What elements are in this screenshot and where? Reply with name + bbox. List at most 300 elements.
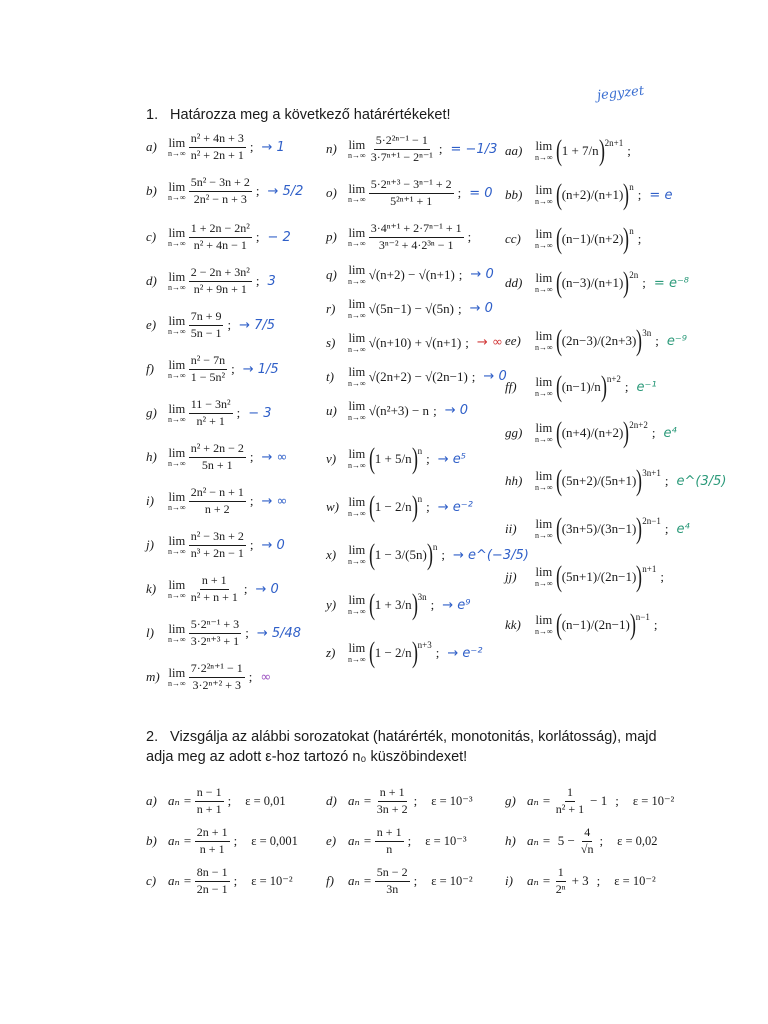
fraction-denominator: n [386,841,393,856]
limit-operator [348,544,366,566]
exercise-label: l) [146,625,154,641]
limit-operator [535,566,553,588]
exercise-label: c) [146,873,157,889]
limit-subscript: n→∞ [535,434,553,444]
limit-operator [535,228,553,250]
epsilon-value: ε = 0,02 [617,833,658,848]
power-base: (n−1)/n [561,379,601,394]
exercise-label: i) [146,493,154,509]
limit-word: lim [535,183,553,198]
limit-operator [168,315,186,337]
exercise-label: f) [326,873,334,889]
fraction-numerator: 5n² − 3n + 2 [189,176,252,192]
sequence-row [146,786,286,817]
handwritten-corner-note: jegyzet [596,83,645,104]
limit-operator [168,359,186,381]
limit-subscript: n→∞ [168,591,186,601]
handwritten-answer: e^(3/5) [676,473,727,489]
right-paren: ) [636,464,643,497]
limit-word: lim [348,593,366,608]
exercise-row [505,268,689,298]
limit-operator [348,400,366,422]
fraction-numerator: 11 − 3n² [189,398,233,414]
fraction [375,826,404,857]
separator: ; [227,317,232,333]
fraction [554,786,586,817]
power-exponent: 2n+2 [629,420,648,430]
power-exponent: 3n [417,592,427,602]
limit-subscript: n→∞ [535,196,553,206]
sequence-term: aₙ = [168,833,192,849]
exercise-row [505,514,690,544]
exercise-row [326,178,493,209]
fraction [189,354,227,385]
power-base: 1 − 2/n [374,499,412,514]
limit-operator [168,403,186,425]
limit-operator [168,667,186,689]
limit-subscript: n→∞ [535,530,553,540]
right-paren: ) [636,560,643,593]
fraction-denominator: n³ + 2n − 1 [190,545,244,560]
fraction-numerator: n + 1 [375,826,404,842]
left-paren: ( [555,512,562,545]
separator: ; [233,873,238,889]
handwritten-answer: → ∞ [261,449,288,465]
handwritten-answer: 3 [267,273,276,289]
limit-operator [168,579,186,601]
limit-word: lim [535,469,553,484]
separator: ; [596,873,601,889]
fraction-numerator: n² + 2n − 2 [189,442,246,458]
epsilon-value: ε = 10⁻² [431,874,473,889]
separator: ; [430,597,435,612]
fraction-numerator: 2 − 2n + 3n² [189,266,252,282]
separator: ; [433,402,437,418]
handwritten-answer: e⁴ [663,425,677,441]
handwritten-answer: − 2 [267,229,291,245]
left-paren: ( [368,588,375,621]
separator: ; [249,139,254,155]
sequence-row [146,826,298,857]
limit-subscript: n→∞ [348,195,366,205]
limit-subscript: n→∞ [535,240,553,250]
fraction-numerator: 2n² − n + 1 [189,486,246,502]
limit-subscript: n→∞ [168,503,186,513]
limit-word: lim [535,271,553,286]
tail-term: + 3 [571,873,589,889]
power-exponent: n+1 [642,564,657,574]
section-2-title: Vizsgálja az alábbi sorozatokat (határérték, monotonitás, korlátosság), majd adja meg az adott ε-hoz tartozó n₀ küszöbindexet! [146,729,657,765]
left-paren: ( [368,442,375,475]
epsilon-value: ε = 10⁻³ [431,794,473,809]
handwritten-answer: e⁻¹ [636,379,657,395]
fraction-numerator: n² + 4n + 3 [189,132,246,148]
sequence-term: aₙ = [168,793,192,809]
limit-subscript: n→∞ [168,547,186,557]
limit-operator [348,642,366,664]
limit-operator [348,183,366,205]
fraction [189,530,246,561]
limit-subscript: n→∞ [168,679,186,689]
exercise-row [505,326,687,356]
left-paren: ( [368,538,375,571]
limit-subscript: n→∞ [535,482,553,492]
separator: ; [637,231,642,246]
fraction-denominator: n² + 1 [196,413,225,428]
fraction-denominator: 5n − 1 [190,325,222,340]
limit-subscript: n→∞ [168,149,186,159]
fraction-numerator: 1 [556,866,566,882]
limit-operator [168,271,186,293]
exercise-row [326,638,482,668]
fraction-denominator: 3n + 2 [376,801,408,816]
separator: ; [655,333,659,348]
exercise-label: a) [146,139,157,155]
limit-word: lim [535,375,553,390]
separator: ; [615,793,619,809]
handwritten-answer: = e [649,187,673,203]
exercise-label: y) [326,597,337,612]
separator: ; [245,625,249,641]
separator: ; [624,379,629,394]
power-exponent: 2n−1 [642,516,661,526]
limit-word: lim [348,263,366,277]
limit-subscript: n→∞ [168,283,186,293]
exercise-label: c) [146,229,157,245]
exercise-row [146,132,285,163]
exercise-label: h) [505,833,516,849]
separator: ; [255,183,260,199]
exercise-label: e) [146,317,157,333]
limit-operator [535,614,553,636]
power-base: (2n−3)/(2n+3) [561,333,637,348]
fraction-numerator: 5n − 2 [375,866,410,882]
limit-subscript: n→∞ [348,310,366,320]
left-paren: ( [555,134,562,167]
fraction [189,618,241,649]
fraction-denominator: 3ⁿ⁻² + 4·2³ⁿ − 1 [378,237,454,252]
right-paren: ) [629,608,636,641]
limit-word: lim [168,357,186,372]
handwritten-answer: → e⁻² [447,645,483,661]
epsilon-value: ε = 10⁻³ [425,834,467,849]
separator: ; [407,833,412,849]
separator: ; [465,334,469,350]
fraction [189,486,246,517]
power-exponent: 3n+1 [642,468,661,478]
power-base: 1 + 7/n [561,143,599,158]
exercise-label: jj) [505,569,517,584]
power-base: (n−1)/(2n−1) [561,617,630,632]
fraction-numerator: 8n − 1 [195,866,230,882]
right-paren: ) [411,490,418,523]
limit-subscript: n→∞ [348,508,366,518]
limit-operator [168,623,186,645]
fraction-denominator: n² + n + 1 [190,589,238,604]
exercise-row [146,574,279,605]
right-paren: ) [411,588,418,621]
power-base: (5n+2)/(5n+1) [561,473,637,488]
exercise-row [326,540,529,570]
limit-operator [535,184,553,206]
radical-expression: √(5n−1) − √(5n) [368,300,454,316]
fraction-denominator: 3n [386,881,399,896]
fraction-denominator: √n [580,841,594,856]
limit-word: lim [535,517,553,532]
exercise-row [326,366,507,388]
separator: ; [426,451,430,466]
exercise-row [326,590,471,620]
limit-word: lim [535,613,553,628]
limit-operator [168,447,186,469]
limit-word: lim [348,331,366,345]
right-paren: ) [636,512,643,545]
power-exponent: n [417,494,423,504]
limit-operator [348,139,366,161]
limit-subscript: n→∞ [535,626,553,636]
fraction-denominator: n + 2 [204,501,230,516]
limit-operator [168,227,186,249]
fraction [369,134,435,165]
exercise-row [505,136,639,166]
limit-word: lim [168,225,186,240]
exercise-row [146,354,279,385]
epsilon-value: ε = 0,001 [251,833,298,848]
right-paren: ) [411,636,418,669]
handwritten-answer: → 5/48 [256,625,302,641]
limit-subscript: n→∞ [535,578,553,588]
fraction [189,222,252,253]
handwritten-answer: e⁻⁹ [666,333,687,349]
fraction-denominator: 2n² − n + 3 [193,191,247,206]
exercise-row [505,466,726,496]
left-paren: ( [368,490,375,523]
exercise-label: b) [146,833,157,849]
separator: ; [426,499,430,514]
power-base: (5n+1)/(2n−1) [561,569,637,584]
exercise-row [146,442,287,473]
limit-operator [168,137,186,159]
limit-word: lim [348,365,366,379]
exercise-label: t) [326,368,334,384]
fraction [189,662,245,693]
separator: ; [236,405,241,421]
exercise-row [146,530,285,561]
limit-operator [535,140,553,162]
fraction-denominator: 2n − 1 [196,881,228,896]
separator: ; [227,793,232,809]
exercise-row [146,486,287,517]
left-paren: ( [555,370,562,403]
exercise-row [326,298,493,320]
exercise-label: b) [146,183,157,199]
exercise-row [146,662,271,693]
handwritten-answer: → 0 [444,403,468,419]
limit-word: lim [168,179,186,194]
limit-word: lim [535,227,553,242]
exercise-label: i) [505,873,513,889]
power-exponent: n+2 [606,374,621,384]
fraction-denominator: 5²ⁿ⁺¹ + 1 [390,193,433,208]
left-paren: ( [555,178,562,211]
exercise-label: d) [326,793,337,809]
exercise-row [146,398,272,429]
fraction [189,266,252,297]
limit-operator [535,422,553,444]
section-1-title: Határozza meg a következő határértékeket! [170,107,451,123]
power-exponent: 2n+1 [604,138,624,148]
limit-operator [348,366,366,388]
sequence-row [326,866,473,897]
separator: ; [664,521,669,536]
exercise-label: h) [146,449,157,465]
limit-subscript: n→∞ [348,344,366,354]
right-paren: ) [636,324,643,357]
exercise-row [505,562,672,592]
handwritten-answer: → 5/2 [267,183,304,199]
limit-operator [348,298,366,320]
fraction-denominator: 2ⁿ [555,881,566,896]
exercise-label: a) [146,793,157,809]
separator: ; [653,617,658,632]
handwritten-answer: → 1/5 [242,361,279,377]
limit-subscript: n→∞ [348,412,366,422]
fraction-denominator: 3·2ⁿ⁺³ + 1 [190,633,240,648]
limit-operator [348,332,366,354]
left-paren: ( [368,636,375,669]
exercise-row [505,610,666,640]
exercise-label: m) [146,669,160,685]
fraction-numerator: 5·2²ⁿ⁻¹ − 1 [374,134,430,150]
left-paren: ( [555,608,562,641]
power-exponent: 2n [629,270,639,280]
fraction-numerator: n² − 3n + 2 [189,530,246,546]
fraction-denominator: n + 1 [196,801,222,816]
limit-word: lim [535,139,553,154]
fraction-numerator: 2n + 1 [195,826,230,842]
separator: ; [441,547,445,562]
power-base: (3n+5)/(3n−1) [561,521,637,536]
power-exponent: n [629,226,634,236]
exercise-row [326,492,473,522]
separator: ; [664,473,669,488]
left-paren: ( [555,464,562,497]
exercise-label: v) [326,451,337,466]
exercise-label: s) [326,334,336,350]
separator: ; [457,300,462,316]
fraction-denominator: n² + 1 [555,801,585,816]
separator: ; [435,645,440,660]
exercise-label: ii) [505,521,517,536]
handwritten-answer: → 0 [255,581,279,597]
limit-subscript: n→∞ [535,284,553,294]
exercise-label: x) [326,547,337,562]
limit-word: lim [348,641,366,656]
power-base: (n+4)/(n+2) [561,425,624,440]
handwritten-answer: → ∞ [476,335,503,351]
fraction [579,826,596,857]
separator: ; [637,187,642,202]
sequence-term: aₙ = [168,873,192,889]
fraction [195,866,230,897]
power-base: (n−3)/(n+1) [561,275,624,290]
sequence-term: aₙ = [348,873,372,889]
limit-operator [348,594,366,616]
separator: ; [467,229,472,245]
separator: ; [249,537,254,553]
limit-subscript: n→∞ [348,151,366,161]
limit-operator [168,535,186,557]
separator: ; [642,275,646,290]
limit-operator [535,376,553,398]
left-paren: ( [555,222,562,255]
exercise-row [146,266,276,297]
sequence-row [146,866,293,897]
left-paren: ( [555,416,562,449]
exercise-label: aa) [505,143,523,158]
left-paren: ( [555,266,562,299]
limit-word: lim [168,665,186,680]
handwritten-answer: → 7/5 [239,317,276,333]
handwritten-answer: → e⁹ [442,597,471,613]
exercise-label: g) [146,405,157,421]
sequence-term: aₙ = [527,793,551,809]
limit-operator [168,491,186,513]
sequence-row [326,826,467,857]
exercise-label: cc) [505,231,521,246]
separator: ; [651,425,656,440]
limit-operator [535,330,553,352]
separator: ; [471,368,476,384]
exercise-label: d) [146,273,157,289]
limit-subscript: n→∞ [348,556,366,566]
separator: ; [438,141,443,157]
limit-subscript: n→∞ [535,388,553,398]
exercise-label: ee) [505,333,521,348]
radical-expression: √(n+10) + √(n+1) [368,334,462,350]
exercise-row [505,418,677,448]
limit-word: lim [348,399,366,413]
limit-word: lim [348,181,366,196]
exercise-row [146,310,275,341]
handwritten-answer: → e^(−3/5) [452,547,529,563]
fraction [369,178,454,209]
fraction-numerator: 7n + 9 [189,310,224,326]
exercise-row [146,222,291,253]
fraction [189,132,246,163]
fraction-denominator: n + 1 [199,841,225,856]
limit-word: lim [168,401,186,416]
limit-subscript: n→∞ [348,276,366,286]
handwritten-answer: → ∞ [261,493,288,509]
exercise-row [505,180,672,210]
fraction [369,222,464,253]
exercise-label: e) [326,833,337,849]
exercise-label: bb) [505,187,523,202]
right-paren: ) [426,538,433,571]
section-1-heading [146,107,451,123]
handwritten-answer: ∞ [260,669,272,685]
limit-operator [535,272,553,294]
right-paren: ) [623,178,630,211]
exercise-label: w) [326,499,339,514]
power-exponent: 3n [642,328,652,338]
limit-word: lim [168,577,186,592]
right-paren: ) [623,222,630,255]
separator: ; [249,449,254,465]
section-1-number: 1. [146,107,159,123]
limit-operator [348,227,366,249]
